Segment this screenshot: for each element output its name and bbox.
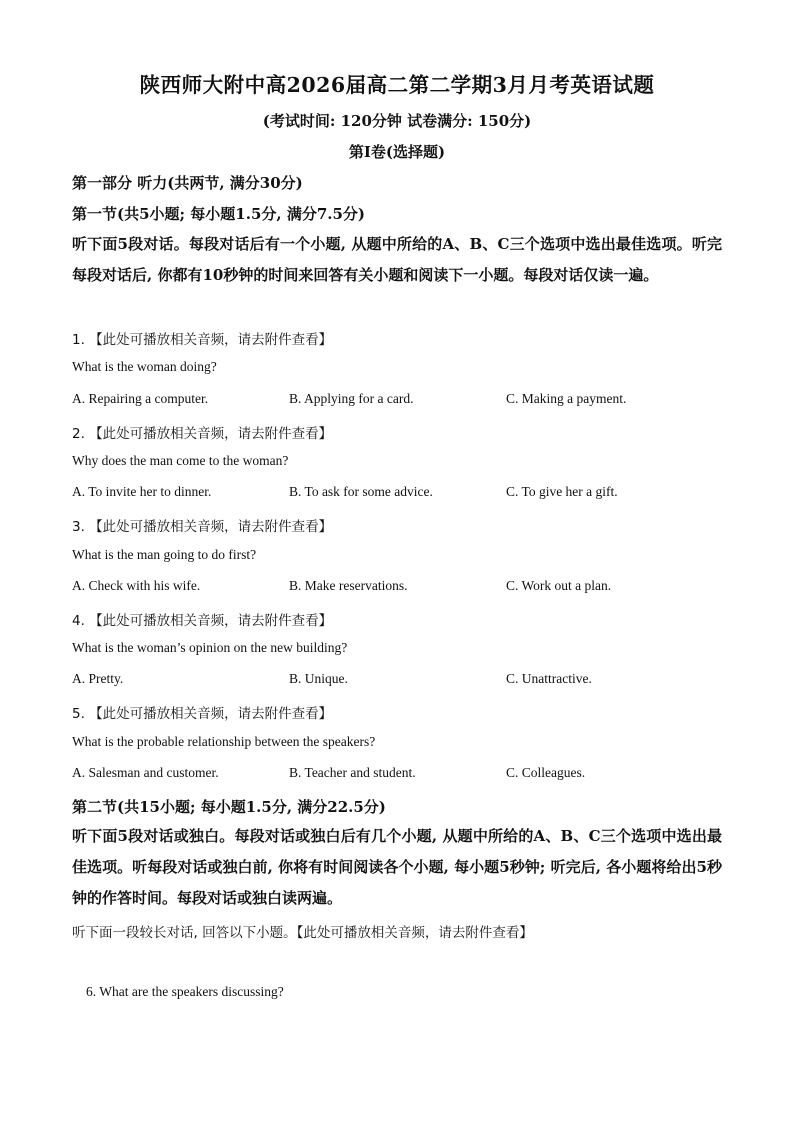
question-text: Why does the man come to the woman? (72, 453, 289, 468)
question-text: What is the woman’s opinion on the new building? (72, 640, 348, 655)
option-c: C. Colleagues. (506, 765, 586, 780)
long-dialogue-note[interactable]: 听下面一段较长对话, 回答以下小题。【此处可播放相关音频，请去附件查看】 (72, 925, 533, 941)
audio-note[interactable]: 2. 【此处可播放相关音频，请去附件查看】 (72, 426, 333, 442)
page-title: 陕西师大附中高2026届高二第二学期3月月考英语试题 (139, 73, 655, 97)
exam-info: (考试时间: 120分钟 试卷满分: 150分) (262, 112, 532, 130)
option-a: A. Check with his wife. (72, 578, 201, 593)
option-a: A. To invite her to dinner. (72, 484, 212, 499)
option-a: A. Pretty. (72, 671, 124, 686)
option-c: C. Work out a plan. (506, 578, 612, 593)
section1-heading: 第一节(共5小题; 每小题1.5分, 满分7.5分) (72, 205, 366, 223)
audio-note[interactable]: 5. 【此处可播放相关音频，请去附件查看】 (72, 706, 333, 722)
section2-instructions: 听下面5段对话或独白。每段对话或独白后有几个小题, 从题中所给的A、B、C三个选项中选出最佳选项。听每段对话或独白前, 你将有时间阅读各个小题, 每小题5秒钟; 听完后, 各小题将给出5秒钟的作答时间。每段对话或独白读两遍。 (72, 827, 722, 907)
option-c: C. To give her a gift. (506, 484, 618, 499)
option-c: C. Unattractive. (506, 671, 592, 686)
option-b: B. To ask for some advice. (289, 484, 433, 499)
option-b: B. Make reservations. (289, 578, 408, 593)
question-6: 6. What are the speakers discussing? (86, 984, 284, 999)
option-a: A. Repairing a computer. (72, 391, 209, 406)
audio-note[interactable]: 4. 【此处可播放相关音频，请去附件查看】 (72, 613, 333, 629)
option-c: C. Making a payment. (506, 391, 627, 406)
audio-note[interactable]: 3. 【此处可播放相关音频，请去附件查看】 (72, 519, 333, 535)
volume-heading: 第Ⅰ卷(选择题) (348, 143, 446, 161)
option-b: B. Teacher and student. (289, 765, 416, 780)
part1-heading: 第一部分 听力(共两节, 满分30分) (72, 174, 303, 192)
question-text: What is the man going to do first? (72, 547, 257, 562)
option-b: B. Unique. (289, 671, 348, 686)
option-b: B. Applying for a card. (289, 391, 414, 406)
option-a: A. Salesman and customer. (72, 765, 219, 780)
question-text: What is the probable relationship between the speakers? (72, 734, 376, 749)
section2-heading: 第二节(共15小题; 每小题1.5分, 满分22.5分) (72, 798, 386, 816)
audio-note[interactable]: 1. 【此处可播放相关音频，请去附件查看】 (72, 332, 333, 348)
question-text: What is the woman doing? (72, 359, 217, 374)
section1-instructions: 听下面5段对话。每段对话后有一个小题, 从题中所给的A、B、C三个选项中选出最佳选项。听完每段对话后, 你都有10秒钟的时间来回答有关小题和阅读下一小题。每段对话仅读一遍。 (72, 235, 722, 284)
